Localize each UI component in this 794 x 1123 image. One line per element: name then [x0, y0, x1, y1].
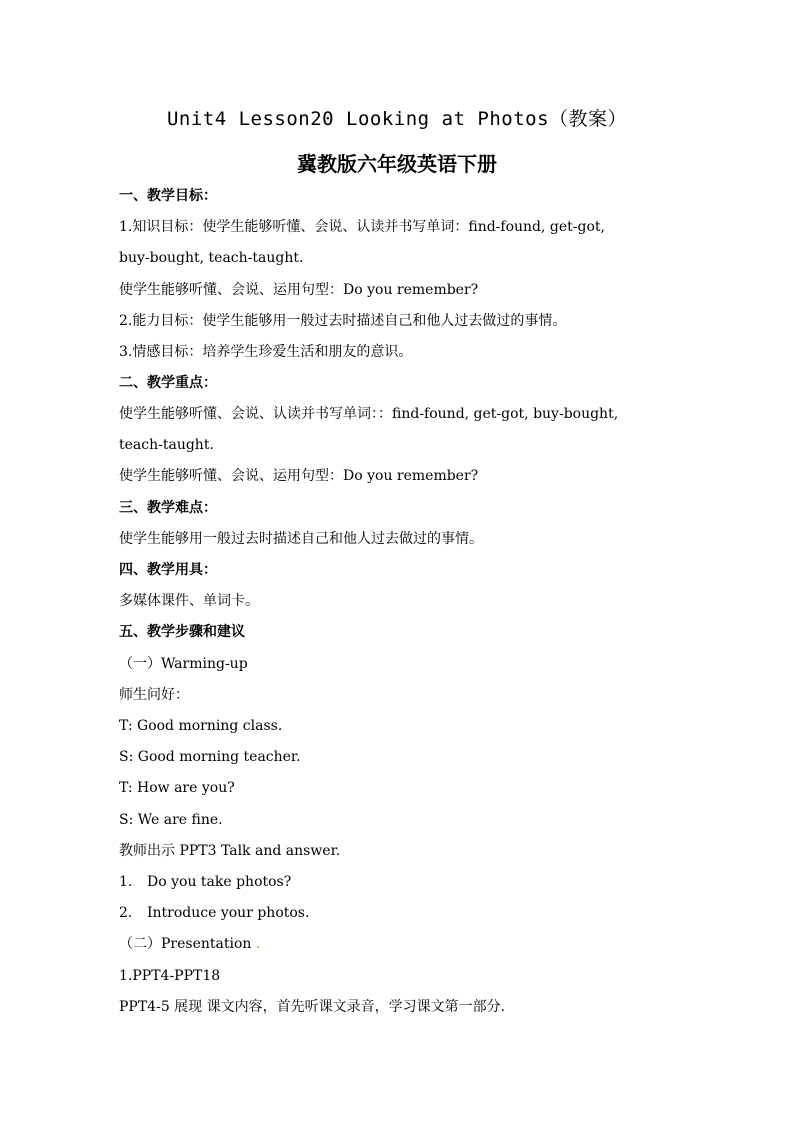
question-2-text: Introduce your photos. [147, 905, 310, 921]
goals-heading: 一、教学目标： [119, 188, 217, 204]
goal-3: 3.情感目标：培养学生珍爱生活和朋友的意识。 [119, 344, 413, 360]
step-1-warming-up: （一）Warming-up [119, 656, 248, 672]
dialogue-line-4: S: We are fine. [119, 812, 223, 828]
ppt3-instruction: 教师出示 PPT3 Talk and answer. [119, 843, 341, 859]
goal-1-line-c: 使学生能够听懂、会说、运用句型：Do you remember? [119, 282, 479, 298]
dialogue-line-1: T: Good morning class. [119, 718, 283, 734]
difficult-points-heading: 三、教学难点： [119, 500, 217, 516]
ppt4-5-instruction: PPT4-5 展现 课文内容，首先听课文录音，学习课文第一部分. [119, 999, 506, 1015]
question-1-number: 1. [119, 874, 133, 890]
question-2 [119, 903, 679, 923]
question-1 [119, 872, 679, 892]
steps-heading: 五、教学步骤和建议 [119, 624, 245, 640]
dialogue-line-2: S: Good morning teacher. [119, 749, 301, 765]
step-2-dot: . [255, 936, 261, 952]
question-1-text: Do you take photos? [147, 874, 292, 890]
difficult-point-text: 使学生能够用一般过去时描述自己和他人过去做过的事情。 [119, 531, 483, 547]
dialogue-line-3: T: How are you? [119, 780, 235, 796]
goal-1-line-b: buy-bought, teach-taught. [119, 250, 304, 266]
tools-text: 多媒体课件、单词卡。 [119, 593, 259, 609]
document-subtitle: 冀教版六年级英语下册 [297, 152, 497, 176]
document-title: Unit4 Lesson20 Looking at Photos（教案） [166, 108, 628, 130]
step-2-presentation [119, 934, 679, 954]
goal-1-line-a: 1.知识目标：使学生能够听懂、会说、认读并书写单词：find-found, get-got, [119, 219, 605, 235]
key-point-line-b: teach-taught. [119, 437, 214, 453]
question-2-number: 2. [119, 905, 133, 921]
ppt-range: 1.PPT4-PPT18 [119, 968, 221, 984]
key-point-line-a: 使学生能够听懂、会说、认读并书写单词：：find-found, get-got, buy-bought, [119, 406, 619, 422]
key-point-line-c: 使学生能够听懂、会说、运用句型：Do you remember? [119, 468, 479, 484]
step-2-text: （二）Presentation [119, 936, 252, 952]
key-points-heading: 二、教学重点： [119, 375, 217, 391]
goal-2: 2.能力目标：使学生能够用一般过去时描述自己和他人过去做过的事情。 [119, 313, 567, 329]
tools-heading: 四、教学用具： [119, 562, 217, 578]
greeting-label: 师生问好： [119, 687, 189, 703]
